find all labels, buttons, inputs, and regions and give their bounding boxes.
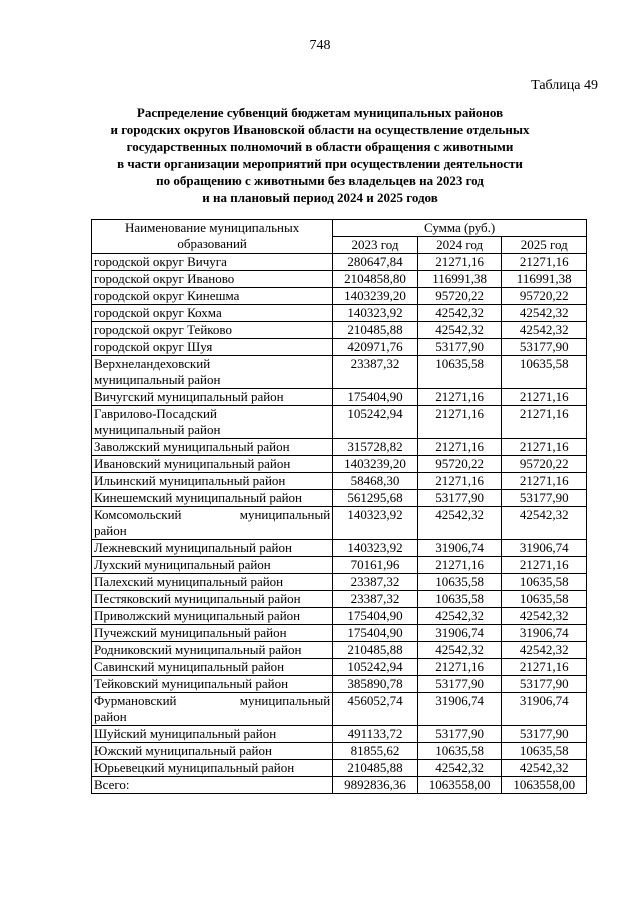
- document-title: [60, 104, 580, 206]
- row-value-2025: 10635,58: [502, 743, 587, 760]
- table-row: [92, 726, 587, 743]
- table-row: [92, 743, 587, 760]
- row-value-2024: 95720,22: [417, 288, 502, 305]
- title-line: Распределение субвенций бюджетам муниципальных районов: [136, 105, 504, 120]
- table-row: [92, 507, 587, 540]
- row-value-2024: 21271,16: [417, 659, 502, 676]
- row-value-2023: 280647,84: [333, 254, 418, 271]
- row-value-2023: 23387,32: [333, 356, 418, 389]
- table-row: [92, 659, 587, 676]
- table-row: [92, 642, 587, 659]
- row-name: Лухский муниципальный район: [92, 557, 333, 574]
- row-value-2023: 58468,30: [333, 473, 418, 490]
- row-name: Кинешемский муниципальный район: [92, 490, 333, 507]
- row-value-2024: 21271,16: [417, 473, 502, 490]
- page-number: 748: [309, 38, 331, 53]
- table-row: [92, 305, 587, 322]
- row-value-2023: 140323,92: [333, 540, 418, 557]
- row-name: Палехский муниципальный район: [92, 574, 333, 591]
- row-name: Приволжский муниципальный район: [92, 608, 333, 625]
- row-name: городской округ Вичуга: [92, 254, 333, 271]
- row-value-2024: 53177,90: [417, 676, 502, 693]
- table-row: [92, 574, 587, 591]
- table-row: [92, 676, 587, 693]
- row-name: городской округ Шуя: [92, 339, 333, 356]
- row-value-2023: 210485,88: [333, 322, 418, 339]
- total-row: [92, 777, 587, 794]
- row-value-2025: 21271,16: [502, 659, 587, 676]
- row-value-2023: 1403239,20: [333, 288, 418, 305]
- row-value-2025: 42542,32: [502, 322, 587, 339]
- row-name: Шуйский муниципальный район: [92, 726, 333, 743]
- row-value-2024: 42542,32: [417, 760, 502, 777]
- row-name: Юрьевецкий муниципальный район: [92, 760, 333, 777]
- table-row: [92, 389, 587, 406]
- title-line: и на плановый период 2024 и 2025 годов: [202, 190, 438, 205]
- row-name: Вичугский муниципальный район: [92, 389, 333, 406]
- row-value-2023: 175404,90: [333, 389, 418, 406]
- header-year-2025: 2025 год: [502, 237, 587, 254]
- row-value-2023: 2104858,80: [333, 271, 418, 288]
- row-value-2023: 420971,76: [333, 339, 418, 356]
- row-value-2023: 105242,94: [333, 406, 418, 439]
- table-row: [92, 760, 587, 777]
- row-value-2024: 10635,58: [417, 743, 502, 760]
- title-line: и городских округов Ивановской области на осуществление отдельных: [110, 122, 530, 137]
- row-value-2025: 53177,90: [502, 726, 587, 743]
- row-name: городской округ Тейково: [92, 322, 333, 339]
- row-value-2024: 53177,90: [417, 490, 502, 507]
- table-row: [92, 439, 587, 456]
- row-value-2025: 42542,32: [502, 642, 587, 659]
- row-name: городской округ Иваново: [92, 271, 333, 288]
- row-value-2025: 21271,16: [502, 557, 587, 574]
- total-label: Всего:: [92, 777, 333, 794]
- row-value-2024: 116991,38: [417, 271, 502, 288]
- title-line: государственных полномочий в области обращения с животными: [126, 139, 514, 154]
- total-2024: 1063558,00: [417, 777, 502, 794]
- row-name: Южский муниципальный район: [92, 743, 333, 760]
- row-value-2023: 491133,72: [333, 726, 418, 743]
- row-value-2025: 42542,32: [502, 305, 587, 322]
- row-name-line: район: [94, 709, 127, 724]
- row-value-2025: 21271,16: [502, 406, 587, 439]
- row-value-2024: 53177,90: [417, 726, 502, 743]
- row-value-2024: 10635,58: [417, 591, 502, 608]
- row-value-2025: 21271,16: [502, 473, 587, 490]
- row-value-2023: 1403239,20: [333, 456, 418, 473]
- row-value-2025: 116991,38: [502, 271, 587, 288]
- row-value-2025: 21271,16: [502, 389, 587, 406]
- row-value-2025: 42542,32: [502, 507, 587, 540]
- row-value-2024: 95720,22: [417, 456, 502, 473]
- row-value-2023: 456052,74: [333, 693, 418, 726]
- row-value-2025: 53177,90: [502, 676, 587, 693]
- table-row: [92, 490, 587, 507]
- row-value-2024: 42542,32: [417, 322, 502, 339]
- table-row: [92, 625, 587, 642]
- table-row: [92, 591, 587, 608]
- row-value-2024: 21271,16: [417, 389, 502, 406]
- row-value-2024: 10635,58: [417, 356, 502, 389]
- row-value-2024: 31906,74: [417, 540, 502, 557]
- row-value-2025: 31906,74: [502, 625, 587, 642]
- row-value-2024: 31906,74: [417, 625, 502, 642]
- table-row: [92, 557, 587, 574]
- row-value-2023: 81855,62: [333, 743, 418, 760]
- row-value-2023: 175404,90: [333, 625, 418, 642]
- subvention-table: [91, 219, 587, 794]
- row-value-2024: 21271,16: [417, 254, 502, 271]
- row-name: Заволжский муниципальный район: [92, 439, 333, 456]
- table-body: [92, 254, 587, 777]
- table-row: [92, 406, 587, 439]
- row-value-2023: 140323,92: [333, 305, 418, 322]
- row-value-2023: 105242,94: [333, 659, 418, 676]
- row-value-2024: 21271,16: [417, 439, 502, 456]
- header-name-column: [92, 220, 333, 254]
- row-value-2024: 10635,58: [417, 574, 502, 591]
- table-row: [92, 456, 587, 473]
- row-value-2024: 42542,32: [417, 642, 502, 659]
- row-name: Ильинский муниципальный район: [92, 473, 333, 490]
- row-value-2024: 42542,32: [417, 305, 502, 322]
- row-value-2023: 210485,88: [333, 760, 418, 777]
- row-name: Пучежский муниципальный район: [92, 625, 333, 642]
- row-value-2024: 42542,32: [417, 608, 502, 625]
- row-value-2023: 23387,32: [333, 591, 418, 608]
- row-value-2025: 31906,74: [502, 540, 587, 557]
- table-row: [92, 271, 587, 288]
- row-value-2025: 53177,90: [502, 339, 587, 356]
- row-value-2025: 95720,22: [502, 288, 587, 305]
- row-value-2024: 21271,16: [417, 557, 502, 574]
- row-value-2025: 10635,58: [502, 574, 587, 591]
- row-value-2023: 70161,96: [333, 557, 418, 574]
- row-value-2023: 315728,82: [333, 439, 418, 456]
- table-header: [92, 220, 587, 254]
- title-line: по обращению с животными без владельцев на 2023 год: [156, 173, 484, 188]
- row-name: городской округ Кохма: [92, 305, 333, 322]
- row-name-line: Гаврилово-Посадский: [94, 406, 217, 421]
- total-2025: 1063558,00: [502, 777, 587, 794]
- row-name: [92, 356, 333, 389]
- row-value-2023: 210485,88: [333, 642, 418, 659]
- header-sum: Сумма (руб.): [333, 220, 587, 237]
- row-name-line: муниципальный район: [94, 372, 221, 387]
- table-label: Таблица 49: [531, 78, 598, 93]
- row-value-2024: 42542,32: [417, 507, 502, 540]
- row-name-line: Верхнеландеховский: [94, 356, 211, 371]
- row-value-2025: 95720,22: [502, 456, 587, 473]
- table-row: [92, 339, 587, 356]
- row-value-2024: 31906,74: [417, 693, 502, 726]
- row-value-2025: 10635,58: [502, 591, 587, 608]
- row-name: городской округ Кинешма: [92, 288, 333, 305]
- table-row: [92, 254, 587, 271]
- title-line: в части организации мероприятий при осуществлении деятельности: [117, 156, 523, 171]
- row-value-2025: 31906,74: [502, 693, 587, 726]
- header-year-2024: 2024 год: [417, 237, 502, 254]
- table-row: [92, 608, 587, 625]
- row-name-line: Комсомольский муниципальный: [94, 507, 331, 522]
- row-value-2023: 140323,92: [333, 507, 418, 540]
- header-name-line: Наименование муниципальных: [124, 220, 300, 235]
- table-row: [92, 288, 587, 305]
- row-name: Родниковский муниципальный район: [92, 642, 333, 659]
- row-value-2025: 10635,58: [502, 356, 587, 389]
- header-year-2023: 2023 год: [333, 237, 418, 254]
- row-name-line: Фурмановский муниципальный: [94, 693, 331, 708]
- row-name-line: муниципальный район: [94, 422, 221, 437]
- row-name: [92, 693, 333, 726]
- header-name-line: образований: [177, 236, 247, 251]
- table-row: [92, 356, 587, 389]
- row-name: Савинский муниципальный район: [92, 659, 333, 676]
- row-name: Тейковский муниципальный район: [92, 676, 333, 693]
- row-value-2023: 561295,68: [333, 490, 418, 507]
- row-name: [92, 406, 333, 439]
- row-value-2025: 53177,90: [502, 490, 587, 507]
- row-value-2025: 21271,16: [502, 439, 587, 456]
- row-value-2024: 53177,90: [417, 339, 502, 356]
- table-row: [92, 540, 587, 557]
- row-value-2023: 23387,32: [333, 574, 418, 591]
- row-name: Лежневский муниципальный район: [92, 540, 333, 557]
- row-value-2024: 21271,16: [417, 406, 502, 439]
- row-name-line: район: [94, 523, 127, 538]
- row-value-2025: 21271,16: [502, 254, 587, 271]
- row-value-2023: 175404,90: [333, 608, 418, 625]
- row-name: Ивановский муниципальный район: [92, 456, 333, 473]
- table-row: [92, 693, 587, 726]
- row-value-2025: 42542,32: [502, 760, 587, 777]
- row-name: Пестяковский муниципальный район: [92, 591, 333, 608]
- row-name: [92, 507, 333, 540]
- table-row: [92, 473, 587, 490]
- table-row: [92, 322, 587, 339]
- row-value-2023: 385890,78: [333, 676, 418, 693]
- row-value-2025: 42542,32: [502, 608, 587, 625]
- total-2023: 9892836,36: [333, 777, 418, 794]
